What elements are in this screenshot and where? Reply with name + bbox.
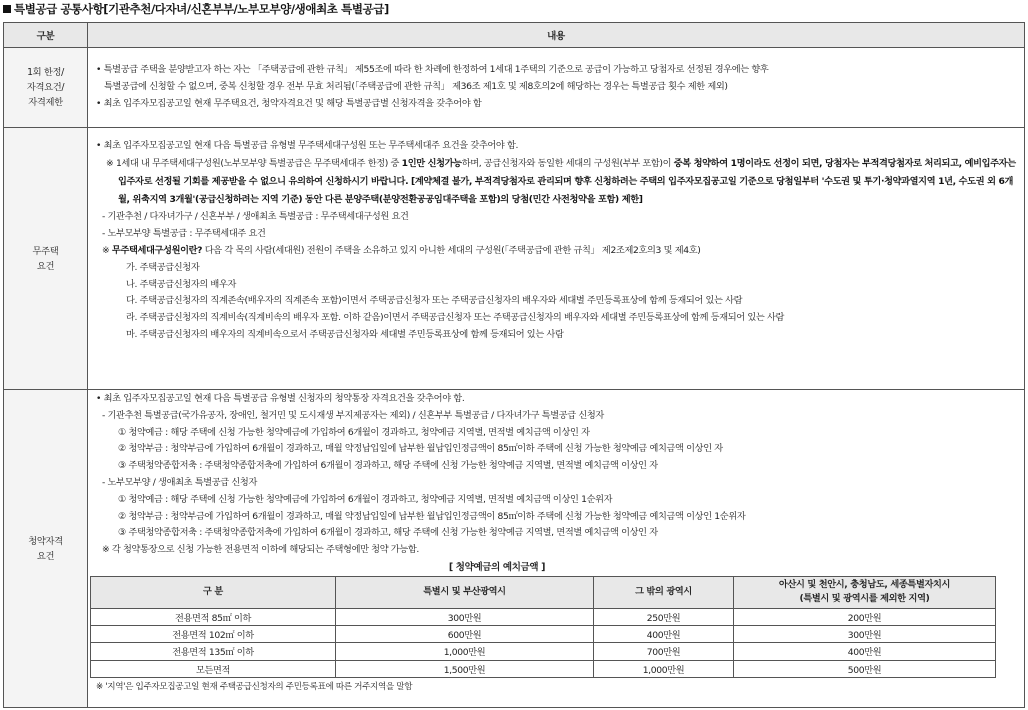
table-cell: 600만원 <box>336 626 594 643</box>
requirement-lines <box>96 391 1018 559</box>
section-title <box>3 2 389 16</box>
text-line: ① 청약예금 : 해당 주택에 신청 가능한 청약예금에 가입하여 6개월이 경과하고, 청약예금 지역별, 면적별 예치금액 이상인 자 <box>118 426 590 438</box>
deposit-header-category: 구 분 <box>91 576 336 608</box>
deposit-header-seoul-busan: 특별시 및 부산광역시 <box>336 576 594 608</box>
list-item: 다. 주택공급신청자의 직계존속(배우자의 직계존속 포함)이면서 주택공급신청자 또는 주택공급신청자의 배우자와 세대별 주민등록표상에 함께 등재되어 있는 사람 <box>126 295 743 307</box>
text-line: 특별공급에 신청할 수 없으며, 중복 신청할 경우 전부 무효 처리됨(「주택공급에 관한 규칙」 제36조 제1호 및 제8호의2에 해당하는 경우는 특별공급 횟수 제한 제외) <box>104 80 728 92</box>
header-category: 구분 <box>4 23 88 48</box>
table-cell: 전용면적 85㎡ 이하 <box>91 608 336 625</box>
text-line: - 노부모부양 / 생애최초 특별공급 신청자 <box>102 476 257 488</box>
table-cell: 500만원 <box>734 660 996 677</box>
table-row <box>91 660 996 677</box>
list-item: 나. 주택공급신청자의 배우자 <box>126 278 237 290</box>
list-item: 마. 주택공급신청자의 배우자의 직계비속으로서 주택공급신청자와 세대별 주민등록표상에 함께 등재되어 있는 사람 <box>126 328 564 340</box>
footnote: ※ '지역'은 입주자모집공고일 현재 주택공급신청자의 주민등록표에 따른 거주지역을 말함 <box>96 681 413 692</box>
text-line: ② 청약부금 : 청약부금에 가입하여 6개월이 경과하고, 매월 약정납입일에 납부한 월납입인정금액이 85㎡이하 주택에 신청 가능한 청약예금 예치금액 이상인 자 <box>118 443 723 455</box>
row-content <box>88 48 1025 128</box>
list-item: 가. 주택공급신청자 <box>126 261 200 273</box>
row-label: 무주택 요건 <box>4 128 88 390</box>
table-row <box>91 643 996 660</box>
header-content: 내용 <box>88 23 1025 48</box>
deposit-header-row <box>91 576 996 608</box>
common-requirements-table <box>3 22 1025 708</box>
row-content <box>88 128 1025 390</box>
table-cell: 200만원 <box>734 608 996 625</box>
text-line: - 기관추천 / 다자녀가구 / 신혼부부 / 생애최초 특별공급 : 무주택세대구성원 요건 <box>102 211 409 223</box>
table-header-row <box>4 23 1025 48</box>
text-line: ③ 주택청약종합저축 : 주택청약종합저축에 가입하여 6개월이 경과하고, 해당 주택에 신청 가능한 청약예금 지역별, 면적별 예치금액 이상인 자 <box>118 527 658 539</box>
table-cell: 전용면적 135㎡ 이하 <box>91 643 336 660</box>
row-label: 청약자격 요건 <box>4 390 88 708</box>
text-line: ② 청약부금 : 청약부금에 가입하여 6개월이 경과하고, 매월 약정납입일에 납부한 월납입인정금액이 85㎡이하 주택에 신청 가능한 청약예금 예치금액 이상인 1순위자 <box>118 510 746 522</box>
table-cell: 300만원 <box>336 608 594 625</box>
table-cell: 전용면적 102㎡ 이하 <box>91 626 336 643</box>
definition-line: ※ 무주택세대구성원이란? 다음 각 목의 사람(세대원) 전원이 주택을 소유하고 있지 아니한 세대의 구성원(「주택공급에 관한 규칙」 제2조제2호의3 및 제4호) <box>102 245 701 256</box>
row-label: 1회 한정/ 자격요건/ 자격제한 <box>4 48 88 128</box>
table-cell: 1,500만원 <box>336 660 594 677</box>
table-cell: 300만원 <box>734 626 996 643</box>
text-line: • 최초 입주자모집공고일 현재 무주택요건, 청약자격요건 및 해당 특별공급별 신청자격을 갖추어야 함 <box>96 97 482 109</box>
table-cell: 모든면적 <box>91 660 336 677</box>
text-line: ① 청약예금 : 해당 주택에 신청 가능한 청약예금에 가입하여 6개월이 경과하고, 청약예금 지역별, 면적별 예치금액 이상인 1순위자 <box>118 493 613 505</box>
row-one-time-limit <box>4 48 1025 128</box>
deposit-header-other-metro: 그 밖의 광역시 <box>594 576 734 608</box>
deposit-amount-table <box>90 576 996 678</box>
text-line: - 기관추천 특별공급(국가유공자, 장애인, 철거민 및 도시재생 부지제공자는 제외) / 신혼부부 특별공급 / 다자녀가구 특별공급 신청자 <box>102 409 604 421</box>
table-cell: 400만원 <box>734 643 996 660</box>
text-line: ③ 주택청약종합저축 : 주택청약종합저축에 가입하여 6개월이 경과하고, 해당 주택에 신청 가능한 청약예금 지역별, 면적별 예치금액 이상인 자 <box>118 460 658 472</box>
table-cell: 1,000만원 <box>594 660 734 677</box>
list-item: 라. 주택공급신청자의 직계비속(직계비속의 배우자 포함. 이하 같음)이면서 주택공급신청자 또는 주택공급신청자의 배우자와 세대별 주민등록표상에 함께 등재되어 있는 사람 <box>126 312 785 324</box>
text-line: ※ 각 청약통장으로 신청 가능한 전용면적 이하에 해당되는 주택형에만 청약 가능함. <box>102 544 419 556</box>
section-title-text: 특별공급 공통사항[기관추천/다자녀/신혼부부/노부모부양/생애최초 특별공급] <box>14 2 389 16</box>
text-line: • 최초 입주자모집공고일 현재 다음 특별공급 유형별 신청자의 청약통장 자격요건을 갖추어야 함. <box>96 393 465 404</box>
table-cell: 250만원 <box>594 608 734 625</box>
warning-note: ※ 1세대 내 무주택세대구성원(노부모부양 특별공급은 무주택세대주 한정) 중 1인만 신청가능하며, 공급신청자와 동일한 세대의 구성원(부부 포함)이 중복 청약하여 1명이라도 선정이 되면, 당첨자는 부적격당첨자로 처리되고, 예비입주자는 입주자로 선정될 기회를 제공받을 수 없으니 유의하여 신청하시기 바랍니다. [계약체결 불가, 부적격당첨자로 관리되며 향후 신청하려는 주택의 입주자모집공고일 기준으로 당첨일부터 '수도권 및 투기·청약과열지역 1년, 수도권 외 6개월, 위축지역 3개월'(공급신청하려는 지역 기준) 동안 다른 분양주택(분양전환공공임대주택을 포함)의 당첨(민간 사전청약을 포함) 제한] <box>106 157 1016 206</box>
text-line: - 노부모부양 특별공급 : 무주택세대주 요건 <box>102 228 266 240</box>
deposit-table-title: [ 청약예금의 예치금액 ] <box>448 561 546 573</box>
table-row <box>91 608 996 625</box>
square-bullet-icon <box>3 5 11 13</box>
row-homeless-requirement <box>4 128 1025 390</box>
text-line: • 특별공급 주택을 분양받고자 하는 자는 「주택공급에 관한 규칙」 제55조에 따라 한 차례에 한정하여 1세대 1주택의 기준으로 공급이 가능하고 당첨자로 선정된 경우에는 향후 <box>96 64 769 75</box>
table-row <box>91 626 996 643</box>
text-line: • 최초 입주자모집공고일 현재 다음 특별공급 유형별 무주택세대구성원 또는 무주택세대주 요건을 갖추어야 함. <box>96 140 519 151</box>
table-cell: 700만원 <box>594 643 734 660</box>
row-content <box>88 390 1025 708</box>
table-cell: 1,000만원 <box>336 643 594 660</box>
table-cell: 400만원 <box>594 626 734 643</box>
deposit-header-other-region: 아산시 및 천안시, 충청남도, 세종특별자치시 (특별시 및 광역시를 제외한 지역) <box>734 576 996 608</box>
row-subscription-requirement <box>4 390 1025 708</box>
